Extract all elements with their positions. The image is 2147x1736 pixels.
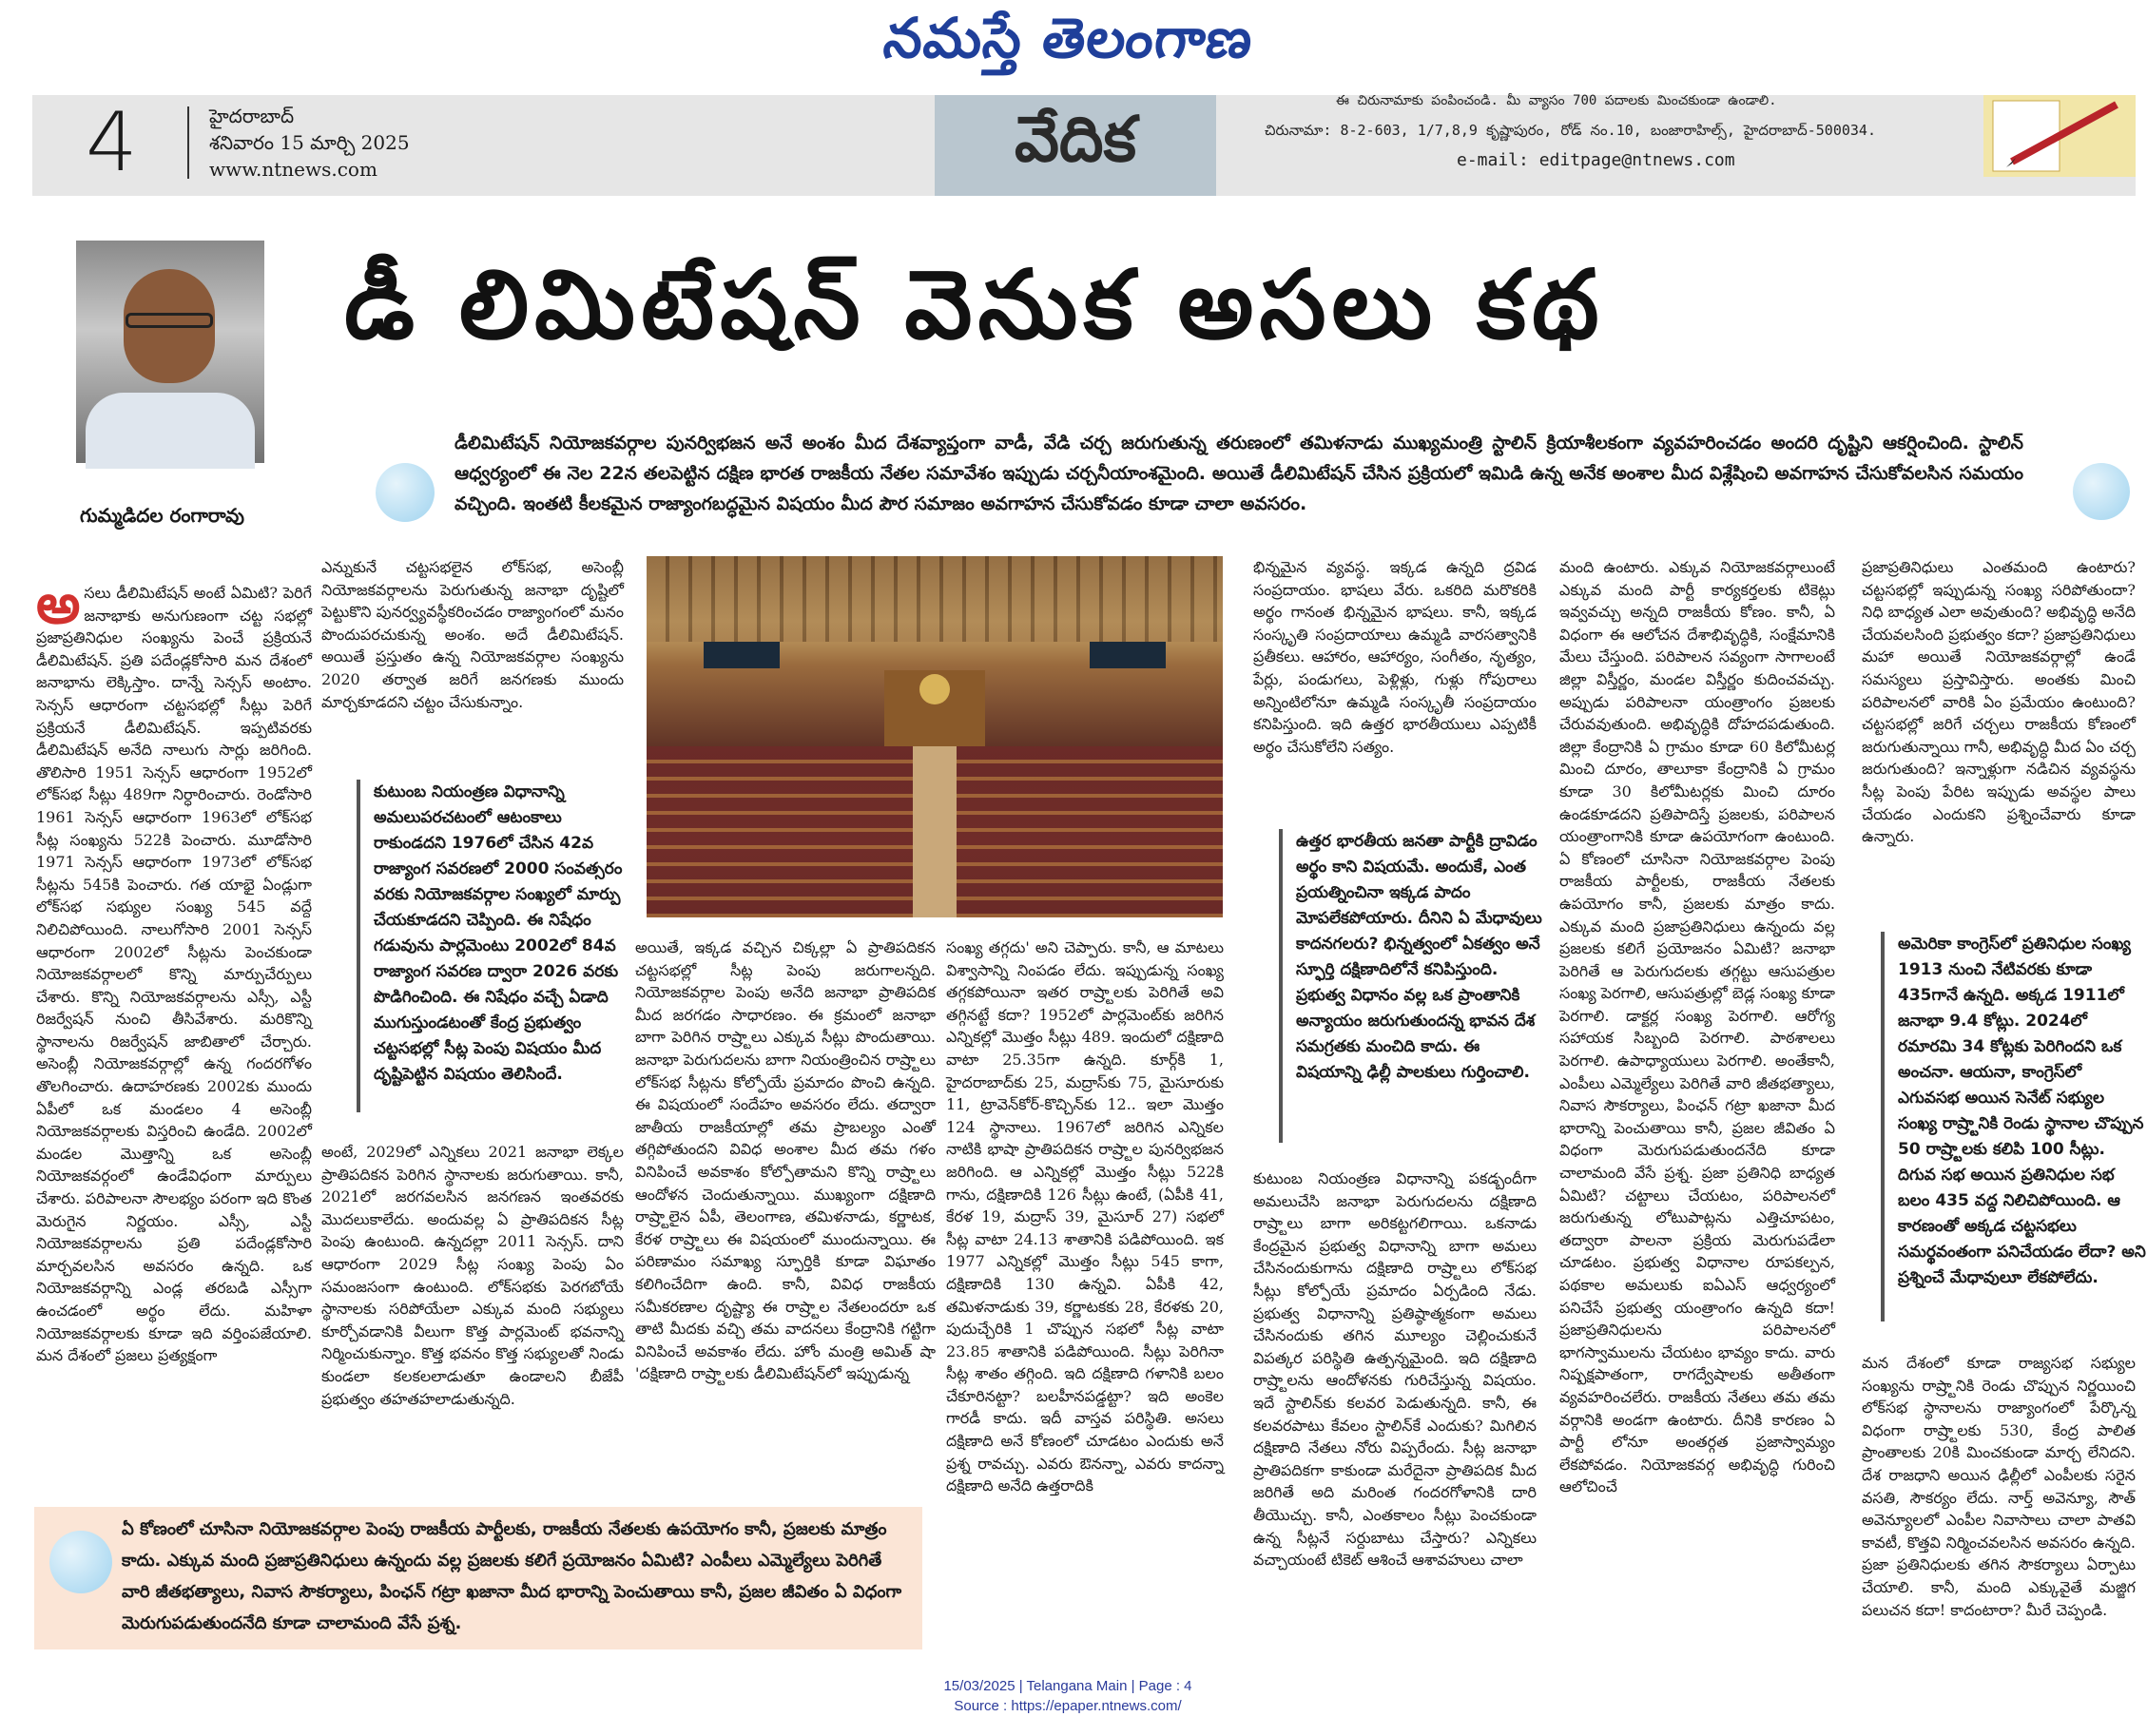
article-column-1-continued bbox=[36, 1074, 312, 1493]
column-3-text: అయితే, ఇక్కడ వచ్చిన చిక్కల్లా ఏ ప్రాతిపదికన చట్టసభల్లో సీట్ల పెంపు జరుగాలన్నది. నియోజకవర్గాల పెంపు అనేది జనాభా ప్రాతిపదిక మీద జరగడం సాధారణం. ఈ క్రమంలో జనాభా బాగా పెరిగిన రాష్ర్టాలు ఎక్కువ సీట్లు పొందుతాయి. జనాభా పెరుగుదలను బాగా నియంత్రించిన రాష్ర్టాలు లోక్‌సభ సీట్లను కోల్పోయే ప్రమాదం పొంచి ఉన్నది. ఈ విషయంలో సందేహం అవసరం లేదు. తద్వారా జాతీయ రాజకీయాల్లో తమ ప్రాబల్యం ఎంతో తగ్గిపోతుందని వివిధ అంశాల మీద తమ గళం వినిపించే అవకాశం కోల్పోతామని కొన్ని రాష్ర్టాలు ఆందోళన చెందుతున్నాయి. ముఖ్యంగా దక్షిణాది రాష్ర్టాలైన ఏపీ, తెలంగాణ, తమిళనాడు, కర్ణాటక, కేరళ రాష్ర్టాలు ఈ విషయంలో ముందున్నాయి. ఈ పరిణామం సమాఖ్య స్ఫూర్తికి కూడా విఘాతం కలిగించేదిగా ఉంది. కానీ, వివిధ రాజకీయ సమీకరణాల దృష్ట్యా ఈ రాష్ర్టాల నేతలందరూ ఒక తాటి మీదకు వచ్చి తమ వాదనలు కేంద్రానికి గట్టిగా వినిపించే అవకాశం లేదు. హోం మంత్రి అమిత్ షా 'దక్షిణాది రాష్ర్టాలకు డీలిమిటేషన్‌లో ఇప్పుడున్న bbox=[635, 938, 936, 1383]
header-city: హైదరాబాద్ bbox=[209, 105, 295, 127]
drop-cap: అ bbox=[36, 571, 81, 636]
header-website[interactable]: www.ntnews.com bbox=[209, 158, 377, 181]
header-date: శనివారం 15 మార్చి 2025 bbox=[209, 131, 410, 154]
article-column-7-top bbox=[1862, 556, 2136, 884]
column-5-top-text: భిన్నమైన వ్యవస్థ. ఇక్కడ ఉన్నది ద్రవిడ సంప్రదాయం. భాషలు వేరు. ఒకరిది మరొకరికి అర్థం గానంత భిన్నమైన భాషలు. కానీ, ఇక్కడ సంస్కృతి సంప్రదాయాలు ఉమ్మడి వారసత్వానికి ప్రతీకలు. ఆహారం, ఆహార్యం, సంగీతం, నృత్యం, పేర్లు, పండుగలు, పెళ్లిళ్లు, గుళ్లు గోపురాలు అన్నింటిలోనూ ఉమ్మడి సంస్కృతీ సంప్రదాయం కనిపిస్తుంది. ఇది ఉత్తర భారతీయులు ఎప్పటికీ అర్థం చేసుకోలేని సత్యం. bbox=[1253, 558, 1537, 756]
parliament-chamber-photo bbox=[647, 556, 1223, 917]
section-label: వేదిక bbox=[1015, 103, 1136, 176]
article-lede: డీలిమిటేషన్ నియోజకవర్గాల పునర్విభజన అనే అంశం మీద దేశవ్యాప్తంగా వాడీ, వేడి చర్చ జరుగుతున్న తరుణంలో తమిళనాడు ముఖ్యమంత్రి స్టాలిన్ క్రియాశీలకంగా వ్యవహరించడం అందరి దృష్టిని ఆకర్షించింది. స్టాలిన్ ఆధ్వర్యంలో ఈ నెల 22న తలపెట్టిన దక్షిణ భారత రాజకీయ నేతల సమావేశం ఇప్పుడు చర్చనీయాంశమైంది. అయితే డీలిమిటేషన్ చేసిన ప్రక్రియలో ఇమిడి ఉన్న అనేక అంశాల మీద విశ్లేషించి అవగాహన చేసుకోవలసిన సమయం వచ్చింది. ఇంతటి కీలకమైన రాజ్యాంగబద్ధమైన విషయం మీద పౌర సమాజం అవగాహన చేసుకోవడం కూడా చాలా అవసరం. bbox=[455, 433, 2023, 514]
page-number: 4 bbox=[86, 95, 138, 190]
column-2-bottom-text: అంటే, 2029లో ఎన్నికలు 2021 జనాభా లెక్కల ప్రాతిపదికన పెరిగిన స్థానాలకు జరుగుతాయి. కానీ, 2021లో జరగవలసిన జనగణన ఇంతవరకు మొదలుకాలేదు. అందువల్ల ఏ ప్రాతిపదికన సీట్ల పెంపు ఉంటుంది. ఉన్నదల్లా 2011 సెన్సస్. దాని ఆధారంగా 2029 సీట్ల సంఖ్య పెంపు ఏం సమంజసంగా ఉంటుంది. లోక్‌సభకు పెరగబోయే స్థానాలకు సరిపోయేలా ఎక్కువ మంది సభ్యులు కూర్చోవడానికి వీలుగా కొత్త పార్లమెంట్ భవనాన్ని నిర్మించుకున్నాం. కొత్త భవనం కొత్త సభ్యులతో నిండు కుండలా కలకలలాడుతూ ఉండాలని బీజేపీ ప్రభుత్వం తహతహలాడుతున్నది. bbox=[321, 1143, 624, 1408]
masthead-title: నమస్తే తెలంగాణ bbox=[880, 6, 1257, 70]
editorial-email[interactable]: e-mail: editpage@ntnews.com bbox=[1457, 150, 1735, 170]
article-column-7-bottom bbox=[1862, 1352, 2136, 1702]
pull-quote-3: అమెరికా కాంగ్రెస్‌లో ప్రతినిధుల సంఖ్య 1913 నుంచి నేటివరకు కూడా 435గానే ఉన్నది. అక్కడ 1911లో జనాభా 9.4 కోట్లు. 2024లో రమారమి 34 కోట్లకు పెరిగిందని ఒక అంచనా. ఆయనా, కాంగ్రెస్‌లో ఎగువసభ అయిన సెనేట్ సభ్యుల సంఖ్య రాష్ర్టానికి రెండు స్థానాల చొప్పున 50 రాష్ర్టాలకు కలిపి 100 సీట్లు. దిగువ సభ అయిన ప్రతినిధుల సభ బలం 435 వద్ద నిలిచిపోయింది. ఆ కారణంతో అక్కడ చట్టసభలు సమర్థవంతంగా పనిచేయడం లేదా? అని ప్రశ్నించే మేధావులూ లేకపోలేదు. bbox=[1881, 932, 2147, 1321]
column-6-text: మంది ఉంటారు. ఎక్కువ నియోజకవర్గాలుంటే ఎక్కువ మంది పార్టీ కార్యకర్తలకు టికెట్లు ఇవ్వవచ్చు అన్నది రాజకీయ కోణం. కానీ, ఏ విధంగా ఈ ఆలోచన దేశాభివృద్ధికి, సంక్షేమానికి మేలు చేస్తుంది. పరిపాలన సవ్యంగా సాగాలంటే జిల్లా విస్తీర్ణం, మండల విస్తీర్ణం కుదించవచ్చు. అప్పుడు పరిపాలనా యంత్రాంగం ప్రజలకు చేరువవుతుంది. అభివృద్ధికి దోహదపడుతుంది. జిల్లా కేంద్రానికి ఏ గ్రామం కూడా 60 కిలోమీటర్ల మించి దూరం, తాలూకా కేంద్రానికి ఏ గ్రామం కూడా 30 కిలోమీటర్లకు మించి దూరం ఉండకూడదని ప్రతిపాదిస్తే ప్రజలకు, పరిపాలన యంత్రాంగానికి కూడా ఉపయోగంగా ఉంటుంది. ఏ కోణంలో చూసినా నియోజకవర్గాల పెంపు రాజకీయ పార్టీలకు, రాజకీయ నేతలకు ఉపయోగం కానీ, ప్రజలకు మాత్రం కాదు. ఎక్కువ మంది ప్రజాప్రతినిధులు ఉన్నందు వల్ల ప్రజలకు కలిగే ప్రయోజనం ఏమిటి? జనాభా పెరిగితే ఆ పెరుగుదలకు తగ్గట్టు ఆసుపత్రుల సంఖ్య పెరగాలి, ఆసుపత్రుల్లో బెడ్ల సంఖ్య కూడా పెరగాలి. డాక్టర్ల సంఖ్య పెరగాలి. ఆరోగ్య సహాయక సిబ్బంది పెరగాలి. పాఠశాలలు పెరగాలి. ఉపాధ్యాయులు పెరగాలి. అంతేకానీ, ఎంపీలు ఎమ్మెల్యేలు పెరిగితే వారి జీతభత్యాలు, నివాస సౌకర్యాలు, పింఛన్ గట్రా ఖజానా మీద భారాన్ని పెంచుతాయి కానీ, ప్రజల జీవితం ఏ విధంగా మెరుగుపడుతుందనేది కూడా చాలామంది వేసే ప్రశ్న. ప్రజా ప్రతినిధి బాధ్యత ఏమిటి? చట్టాలు చేయటం, పరిపాలనలో జరుగుతున్న లోటుపాట్లను ఎత్తిచూపటం, తద్వారా పాలనా ప్రక్రియ మెరుగుపడేలా చూడటం. ప్రభుత్వ విధానాల రూపకల్పన, పథకాల అమలుకు ఐఏఎస్ ఆధ్వర్యంలో పనిచేసే ప్రభుత్వ యంత్రాంగం ఉన్నది కదా! ప్రజాప్రతినిధులను పరిపాలనలో భాగస్వాములను చేయటం భావ్యం కాదు. వారు నిష్పక్షపాతంగా, రాగద్వేషాలకు అతీతంగా వ్యవహరించలేరు. రాజకీయ నేతలు తమ తమ వర్గానికి అండగా ఉంటారు. దీనికి కారణం ఏ పార్టీ లోనూ అంతర్గత ప్రజాస్వామ్యం లేకపోవడం. నియోజకవర్గ అభివృద్ధి గురించి ఆలోచించే bbox=[1559, 558, 1835, 1496]
article-column-5-top bbox=[1253, 556, 1537, 803]
highlight-callout-text: ఏ కోణంలో చూసినా నియోజకవర్గాల పెంపు రాజకీయ పార్టీలకు, రాజకీయ నేతలకు ఉపయోగం కానీ, ప్రజలకు మాత్రం కాదు. ఎక్కువ మంది ప్రజాప్రతినిధులు ఉన్నందు వల్ల ప్రజలకు కలిగే ప్రయోజనం ఏమిటి? ఎంపీలు ఎమ్మెల్యేలు పెరిగితే వారి జీతభత్యాలు, నివాస సౌకర్యాలు, పింఛన్ గట్రా ఖజానా మీద భారాన్ని పెంచుతాయి కానీ, ప్రజల జీవితం ఏ విధంగా మెరుగుపడుతుందనేది కూడా చాలామంది వేసే ప్రశ్న. bbox=[122, 1519, 902, 1633]
author-photo bbox=[76, 241, 264, 463]
pull-quote-1: కుటుంబ నియంత్రణ విధానాన్ని అమలుపరచటంలో ఆటంకాలు రాకుండదని 1976లో చేసిన 42వ రాజ్యాంగ సవరణలో 2000 సంవత్సరం వరకు నియోజకవర్గాల సంఖ్యలో మార్పు చేయకూడదని చెప్పింది. ఈ నిషేధం గడువును పార్లమెంటు 2002లో 84వ రాజ్యాంగ సవరణ ద్వారా 2026 వరకు పొడిగించింది. ఈ నిషేధం వచ్చే ఏడాది ముగుస్తుండటంతో కేంద్ర ప్రభుత్వం చట్టసభల్లో సీట్ల పెంపు విషయం మీద దృష్టిపెట్టిన విషయం తెలిసిందే. bbox=[357, 780, 630, 1112]
column-7-bottom-text: మన దేశంలో కూడా రాజ్యసభ సభ్యుల సంఖ్యను రాష్ర్టానికి రెండు చొప్పున నిర్ణయించి లోక్‌సభ స్థానాలను రాజ్యాంగంలో పేర్కొన్న విధంగా రాష్ర్టాలకు 530, కేంద్ర పాలిత ప్రాంతాలకు 20కి మించకుండా మార్చ లేనిదని. దేశ రాజధాని అయిన ఢిల్లీలో ఎంపీలకు సరైన వసతి, సౌకర్యం లేదు. నార్త్ అవెన్యూ, సౌత్ అవెన్యూలలో ఎంపీల నివాసాలు చాలా పాతవి కావటీ, కొత్తవి నిర్మించవలసిన అవసరం ఉన్నది. ప్రజా ప్రతినిధులకు తగిన సౌకర్యాలు ఏర్పాటు చేయాలి. కానీ, మంది ఎక్కువైతే మజ్జిగ పలుచన కదా! కాదంటారా? మీరే చెప్పండి. bbox=[1862, 1354, 2136, 1619]
article-column-6 bbox=[1559, 556, 1835, 1702]
bubble-decoration-icon bbox=[2073, 463, 2130, 520]
submission-notice: ఈ చిరునామాకు పంపించండి. మీ వ్యాసం 700 పదాలకు మించకుండా ఉండాలి. bbox=[1336, 93, 1777, 108]
article-column-1 bbox=[36, 571, 312, 1365]
article-headline: డీ లిమిటేషన్ వెనుక అసలు కథ bbox=[344, 249, 1605, 360]
header-divider bbox=[187, 106, 189, 179]
bubble-decoration-icon bbox=[376, 463, 435, 522]
editorial-address: చిరునామా: 8-2-603, 1/7,8,9 కృష్ణాపురం, రోడ్ నం.10, బంజారాహిల్స్, హైదరాబాద్-500034. bbox=[1265, 122, 1876, 139]
column-7-top-text: ప్రజాప్రతినిధులు ఎంతమంది ఉంటారు? చట్టసభల్లో ఇప్పుడున్న సంఖ్య సరిపోతుందా? నిధి బాధ్యత ఎలా అవుతుంది? అభివృద్ధి అనేది చేయవలసింది ప్రభుత్వం కదా? ప్రజాప్రతినిధులు మహా అయితే నియోజకవర్గాల్లో ఉండే సమస్యలు ప్రస్తావిస్తారు. అంతకు మించి పరిపాలనలో వారికి ఏం ప్రమేయం ఉంటుంది? చట్టసభల్లో జరిగే చర్చలు రాజకీయ కోణంలో జరుగుతున్నాయి గానీ, అభివృద్ధి మీద ఏం చర్చ జరుగుతుంది? ఇన్నాళ్లుగా నడిచిన వ్యవస్థను సీట్ల పెంపు పేరిట ఇప్పుడు అవస్థల పాలు చేయడం ఎందుకని ప్రశ్నించేవారు కూడా ఉన్నారు. bbox=[1862, 558, 2136, 846]
article-column-5-bottom bbox=[1253, 1167, 1537, 1700]
column-2-top-text: ఎన్నుకునే చట్టసభలైన లోక్‌సభ, అసెంబ్లీ నియోజకవర్గాలను పెరుగుతున్న జనాభా దృష్టిలో పెట్టుకొని పునర్వ్యవస్థీకరించడం రాజ్యాంగంలో మనం పొందుపరచుకున్న అంశం. అదే డీలిమిటేషన్. అయితే ప్రస్తుతం ఉన్న నియోజకవర్గాల సంఖ్యను 2020 తర్వాత జరిగే జనగణకు ముందు మార్చకూడదని చట్టం చేసుకున్నాం. bbox=[321, 558, 624, 711]
pen-icon bbox=[1983, 95, 2136, 177]
edition-info: 15/03/2025 | Telangana Main | Page : 4 bbox=[943, 1678, 1192, 1694]
pull-quote-2: ఉత్తర భారతీయ జనతా పార్టీకి ద్రావిడం అర్థం కాని విషయమే. అందుకే, ఎంత ప్రయత్నించినా ఇక్కడ పాదం మోపలేకపోయారు. దీనిని ఏ మేధావులు కాదనగలరు? భిన్నత్వంలో ఏకత్వం అనే స్ఫూర్తి దక్షిణాదిలోనే కనిపిస్తుంది. ప్రభుత్వ విధానం వల్ల ఒక ప్రాంతానికి అన్యాయం జరుగుతుందన్న భావన దేశ సమగ్రతకు మంచిది కాదు. ఈ విషయాన్ని ఢిల్లీ పాలకులు గుర్తించాలి. bbox=[1279, 829, 1545, 1143]
article-column-2-top bbox=[321, 556, 624, 761]
column-1-text: సలు డీలిమిటేషన్ అంటే ఏమిటి? పెరిగే జనాభాకు అనుగుణంగా చట్ట సభల్లో ప్రజాప్రతినిధుల సంఖ్యను పెంచే ప్రక్రియనే డీలిమిటేషన్. ప్రతి పదేండ్లకోసారి మన దేశంలో జనాభాను లెక్కిస్తాం. దాన్నే సెన్సస్ అంటాం. సెన్సస్ ఆధారంగా చట్టసభల్లో సీట్లు పెరిగే ప్రక్రియనే డీలిమిటేషన్. ఇప్పటివరకు డీలిమిటేషన్ అనేది నాలుగు సార్లు జరిగింది. తొలిసారి 1951 సెన్సస్ ఆధారంగా 1952లో లోక్‌సభ సీట్లు 489గా నిర్ధారించారు. రెండోసారి 1961 సెన్సస్ ఆధారంగా 1963లో లోక్‌సభ సీట్ల సంఖ్యను 522కి పెంచారు. మూడోసారి 1971 సెన్సస్ ఆధారంగా 1973లో లోక్‌సభ సీట్లను 545కి పెంచారు. గత యాభై ఏండ్లుగా లోక్‌సభ సభ్యుల సంఖ్య 545 వద్దే నిలిచిపోయింది. నాలుగోసారి 2001 సెన్సస్ ఆధారంగా 2002లో సీట్లను పెంచకుండా నియోజకవర్గాలలో కొన్ని మార్పుచేర్పులు చేశారు. కొన్ని నియోజకవర్గాలను ఎస్సీ, ఎస్టీ రిజర్వేషన్ నుంచి తీసివేశారు. మరికొన్ని స్థానాలను రిజర్వేషన్ జాబితాలో చేర్చారు. అసెంబ్లీ నియోజకవర్గాల్లో ఉన్న గందరగోళం తొలగించారు. ఉదాహరణకు 2002కు ముందు ఏపీలో ఒక మండలం 4 అసెంబ్లీ నియోజకవర్గాలకు విస్తరించి ఉండేది. 2002లో మండల మొత్తాన్ని ఒక అసెంబ్లీ నియోజకవర్గంలో ఉండేవిధంగా మార్పులు చేశారు. పరిపాలనా సౌలభ్యం పరంగా ఇది కొంత మెరుగైన నిర్ణయం. ఎస్సీ, ఎస్టీ నియోజకవర్గాలను ప్రతి పదేండ్లకోసారి మార్చవలసిన అవసరం ఉన్నది. ఒక నియోజకవర్గాన్ని ఎండ్ల తరబడి ఎస్సీగా ఉంచడంలో అర్థం లేదు. మహిళా నియోజకవర్గాలకు కూడా ఇది వర్తింపజేయాలి. మన దేశంలో ప్రజలు ప్రత్యక్షంగా bbox=[36, 584, 312, 1365]
source-link[interactable]: Source : https://epaper.ntnews.com/ bbox=[954, 1698, 1182, 1714]
column-5-bottom-text: కుటుంబ నియంత్రణ విధానాన్ని పకడ్బందీగా అమలుచేసి జనాభా పెరుగుదలను దక్షిణాది రాష్ర్టాలు బాగా అరికట్టగలిగాయి. ఒకనాడు కేంద్రమైన ప్రభుత్వ విధానాన్ని బాగా అమలు చేసినందుకుగాను దక్షిణాది రాష్ర్టాలు లోక్‌సభ సీట్లు కోల్పోయే ప్రమాదం ఏర్పడింది నేడు. ప్రభుత్వ విధానాన్ని ప్రతిష్ఠాత్మకంగా అమలు చేసినందుకు తగిన మూల్యం చెల్లించుకునే విపత్కర పరిస్థితి ఉత్పన్నమైంది. ఇది దక్షిణాది రాష్ర్టాలను ఆందోళనకు గురిచేస్తున్న విషయం. ఇదే స్టాలిన్‌కు కలవర పెడుతున్నది. కానీ, ఈ కలవరపాటు కేవలం స్టాలిన్‌కే ఎందుకు? మిగిలిన దక్షిణాది నేతలు నోరు విప్పరేందు. సీట్ల జనాభా ప్రాతిపదికగా కాకుండా మరేదైనా ప్రాతిపదిక మీద జరిగితే అది మరింత గందరగోళానికి దారి తీయొచ్చు. కానీ, ఎంతకాలం సీట్లు పెంచకుండా ఉన్న సీట్లనే సర్దుబాటు చేస్తారు? ఎన్నికలు వచ్చాయంటే టికెట్ ఆశించే ఆశావహులు చాలా bbox=[1253, 1169, 1537, 1570]
bubble-decoration-icon bbox=[49, 1531, 112, 1593]
newspaper-masthead bbox=[0, 0, 2136, 95]
article-column-4 bbox=[946, 936, 1224, 1702]
section-label-box bbox=[935, 95, 1216, 196]
article-column-3 bbox=[635, 936, 936, 1478]
column-4-text: సంఖ్య తగ్గదు' అని చెప్పారు. కానీ, ఆ మాటలు విశ్వాసాన్ని నింపడం లేదు. ఇప్పుడున్న సంఖ్య తగ్గకపోయినా ఇతర రాష్ర్టాలకు పెరిగితే అవి తగ్గినట్టే కదా? 1952లో పార్లమెంట్‌కు జరిగిన ఎన్నికల్లో మొత్తం సీట్లు 489. ఇందులో దక్షిణాది వాటా 25.35గా ఉన్నది. కూర్గ్‌కి 1, హైదరాబాద్‌కు 25, మద్రాస్‌కు 75, మైసూరుకు 11, ట్రావెన్‌కోర్-కొచ్చిన్‌కు 12.. ఇలా మొత్తం 124 స్థానాలు. 1967లో జరిగిన ఎన్నికల నాటికి భాషా ప్రాతిపదికన రాష్ర్టాల పునర్విభజన జరిగింది. ఆ ఎన్నికల్లో మొత్తం సీట్లు 522కి గాను, దక్షిణాదికి 126 సీట్లు ఉంటే, (ఏపీకి 41, కేరళ 19, మద్రాస్ 39, మైసూర్ 27) సభలో సీట్ల వాటా 24.13 శాతానికి పడిపోయింది. ఇక 1977 ఎన్నికల్లో మొత్తం సీట్లు 545 కాగా, దక్షిణాదికి 130 ఉన్నవి. ఏపీకి 42, తమిళనాడుకు 39, కర్ణాటకకు 28, కేరళకు 20, పుదుచ్చేరికి 1 చొప్పున సభలో సీట్ల వాటా 23.85 శాతానికి పడిపోయింది. సీట్లు పెరిగినా సీట్ల శాతం తగ్గింది. ఇది దక్షిణాది గళానికి బలం చేకూరినట్టా? బలహీనపడ్డట్టా? ఇది అంకెల గారడీ కాదు. ఇదీ వాస్తవ పరిస్థితి. అసలు దక్షిణాది అనే కోణంలో చూడటం ఎందుకు అనే ప్రశ్న రావచ్చు. ఎవరు ఔనన్నా, ఎవరు కాదన్నా దక్షిణాది అనేది ఉత్తరాదికి bbox=[946, 938, 1224, 1495]
author-name: గుమ్మడిదల రంగారావు bbox=[80, 504, 245, 527]
